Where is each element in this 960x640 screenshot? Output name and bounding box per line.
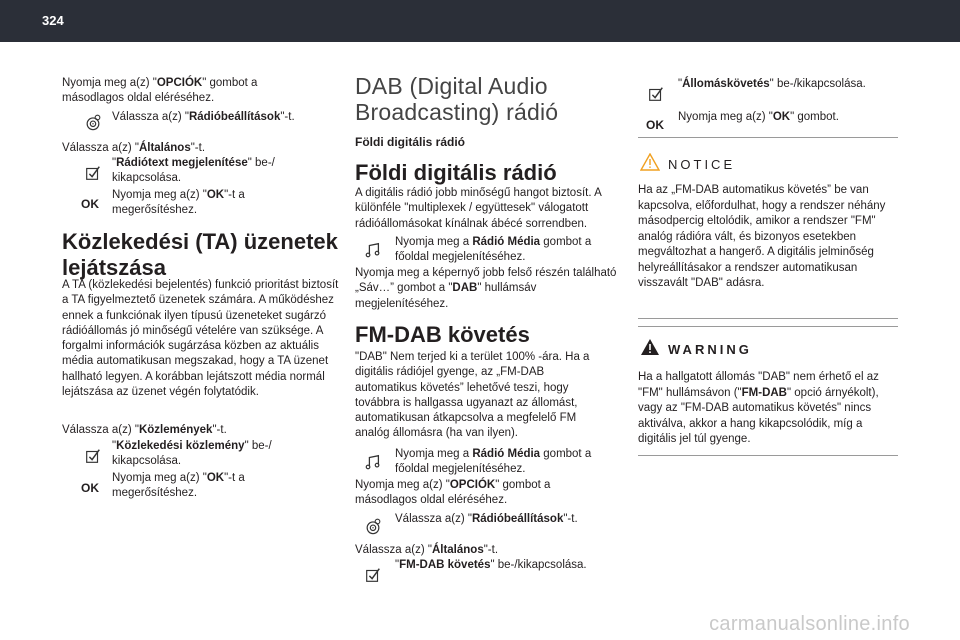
notice-top-rule xyxy=(638,137,898,138)
warning-bottom-rule xyxy=(638,455,898,456)
fm-dab-heading: FM-DAB követés xyxy=(355,322,530,347)
warning-header xyxy=(640,338,752,361)
step-ok: Nyomja meg a(z) "OK" gombot. xyxy=(678,111,839,123)
step-radio-settings: Válassza a(z) "Rádióbeállítások"-t. xyxy=(112,111,295,123)
warning-box xyxy=(638,326,898,454)
ta-heading: Közlekedési (TA) üzenetek lejátszása xyxy=(62,229,338,280)
watermark: carmanualsonline.info xyxy=(709,613,910,635)
step-radio-media-2: Nyomja meg a Rádió Média gombot a főoldal megjelenítéséhez. xyxy=(395,448,592,476)
ok-icon: OK xyxy=(646,118,664,132)
step-traffic-toggle: "Közlekedési közlemény" be-/ kikapcsolása. xyxy=(112,440,272,468)
fm-dab-body: "DAB" Nem terjed ki a terület 100% -ára. Ha a digitális rádiójel gyenge, az „FM-DAB automatikus követés” lehetővé teszi, hogy továbbra is hallgassa ugyanazt az állomást, automatikusan átkapcsolva a megfelelő FM analóg állomásra (ha van ilyen). xyxy=(355,351,590,440)
terrestrial-body: A digitális rádió jobb minőségű hangot biztosít. A különféle "multiplexek / együttesek" válogatott rádióállomásokat kínálnak ábécé sorrendben. xyxy=(355,187,602,230)
options-paragraph-2: Nyomja meg a(z) "OPCIÓK" gombot a másodlagos oldal eléréséhez. xyxy=(355,479,551,507)
dab-subtitle: Földi digitális rádió xyxy=(355,135,466,149)
warning-title: WARNING xyxy=(668,342,752,357)
step-ok-confirm: Nyomja meg a(z) "OK"-t a megerősítéshez. xyxy=(112,189,245,217)
checkbox-toggle-icon xyxy=(646,84,666,104)
radio-settings-icon xyxy=(363,516,383,536)
radio-settings-icon xyxy=(83,112,103,132)
header-bar xyxy=(0,0,960,42)
notice-text: Ha az „FM-DAB automatikus követés” be van kapcsolva, előfordulhat, hogy a rendszer néhány másodpercig eltolódik, amikor a rendszer "FM" analóg rádióra vált, és bizonyos esetekben megváltozhat a hangerő. A digitális jelminőség helyreállításakor a rendszer automatikusan visszavált "DAB" adásra. xyxy=(638,184,886,289)
step-station-follow: "Állomáskövetés" be-/kikapcsolása. xyxy=(678,78,866,90)
general-paragraph: Válassza a(z) "Általános"-t. xyxy=(62,142,206,154)
checkbox-toggle-icon xyxy=(83,446,103,466)
ta-body: A TA (közlekedési bejelentés) funkció prioritást biztosít a TA figyelmeztető üzenetek számára. A működéshez ennek a funkciónak ilyen típusú üzeneteket sugárzó rádióállomás jó minőségű vételére van szüksége. A forgalmi információk sugárzása közben az aktuális média automatikusan megszakad, hogy a TA üzenet hallható legyen. A korábban lejátszott média normál lejátszása az üzenet végén folytatódik. xyxy=(62,279,339,399)
page-number: 324 xyxy=(42,13,64,28)
step-ok-confirm-2: Nyomja meg a(z) "OK"-t a megerősítéshez. xyxy=(112,472,245,500)
band-paragraph: Nyomja meg a képernyő jobb felső részén található „Sáv…” gombot a "DAB" hullámsáv megjelenítéséhez. xyxy=(355,267,617,310)
music-note-icon xyxy=(363,452,383,472)
notice-header xyxy=(640,153,735,176)
warning-top-rule xyxy=(638,326,898,327)
options-paragraph: Nyomja meg a(z) "OPCIÓK" gombot a másodlagos oldal eléréséhez. xyxy=(62,77,258,105)
step-radio-media: Nyomja meg a Rádió Média gombot a főoldal megjelenítéséhez. xyxy=(395,236,592,264)
step-radiotext-toggle: "Rádiótext megjelenítése" be-/ kikapcsolása. xyxy=(112,157,275,185)
music-note-icon xyxy=(363,240,383,260)
ok-icon: OK xyxy=(81,481,99,495)
notice-box xyxy=(638,137,898,317)
step-radio-settings-2: Válassza a(z) "Rádióbeállítások"-t. xyxy=(395,513,578,525)
terrestrial-heading: Földi digitális rádió xyxy=(355,160,557,185)
warning-text: Ha a hallgatott állomás "DAB" nem érhető el az "FM" hullámsávon ("FM-DAB" opció árnyékolt), vagy az "FM-DAB automatikus követés" nincs aktiválva, akkor a hang kikapcsolódik, míg a digitális jel túl gyenge. xyxy=(638,371,879,445)
general-paragraph-2: Válassza a(z) "Általános"-t. xyxy=(355,544,499,556)
checkbox-toggle-icon xyxy=(363,565,383,585)
ok-icon: OK xyxy=(81,197,99,211)
step-fm-dab-toggle: "FM-DAB követés" be-/kikapcsolása. xyxy=(395,559,587,571)
caution-triangle-icon xyxy=(640,153,660,176)
notice-bottom-rule xyxy=(638,318,898,319)
notice-title: NOTICE xyxy=(668,157,736,172)
announcements-paragraph: Válassza a(z) "Közlemények"-t. xyxy=(62,424,227,436)
dab-title: DAB (Digital Audio Broadcasting) rádió xyxy=(355,73,559,125)
warning-triangle-icon xyxy=(640,338,660,361)
checkbox-toggle-icon xyxy=(83,163,103,183)
